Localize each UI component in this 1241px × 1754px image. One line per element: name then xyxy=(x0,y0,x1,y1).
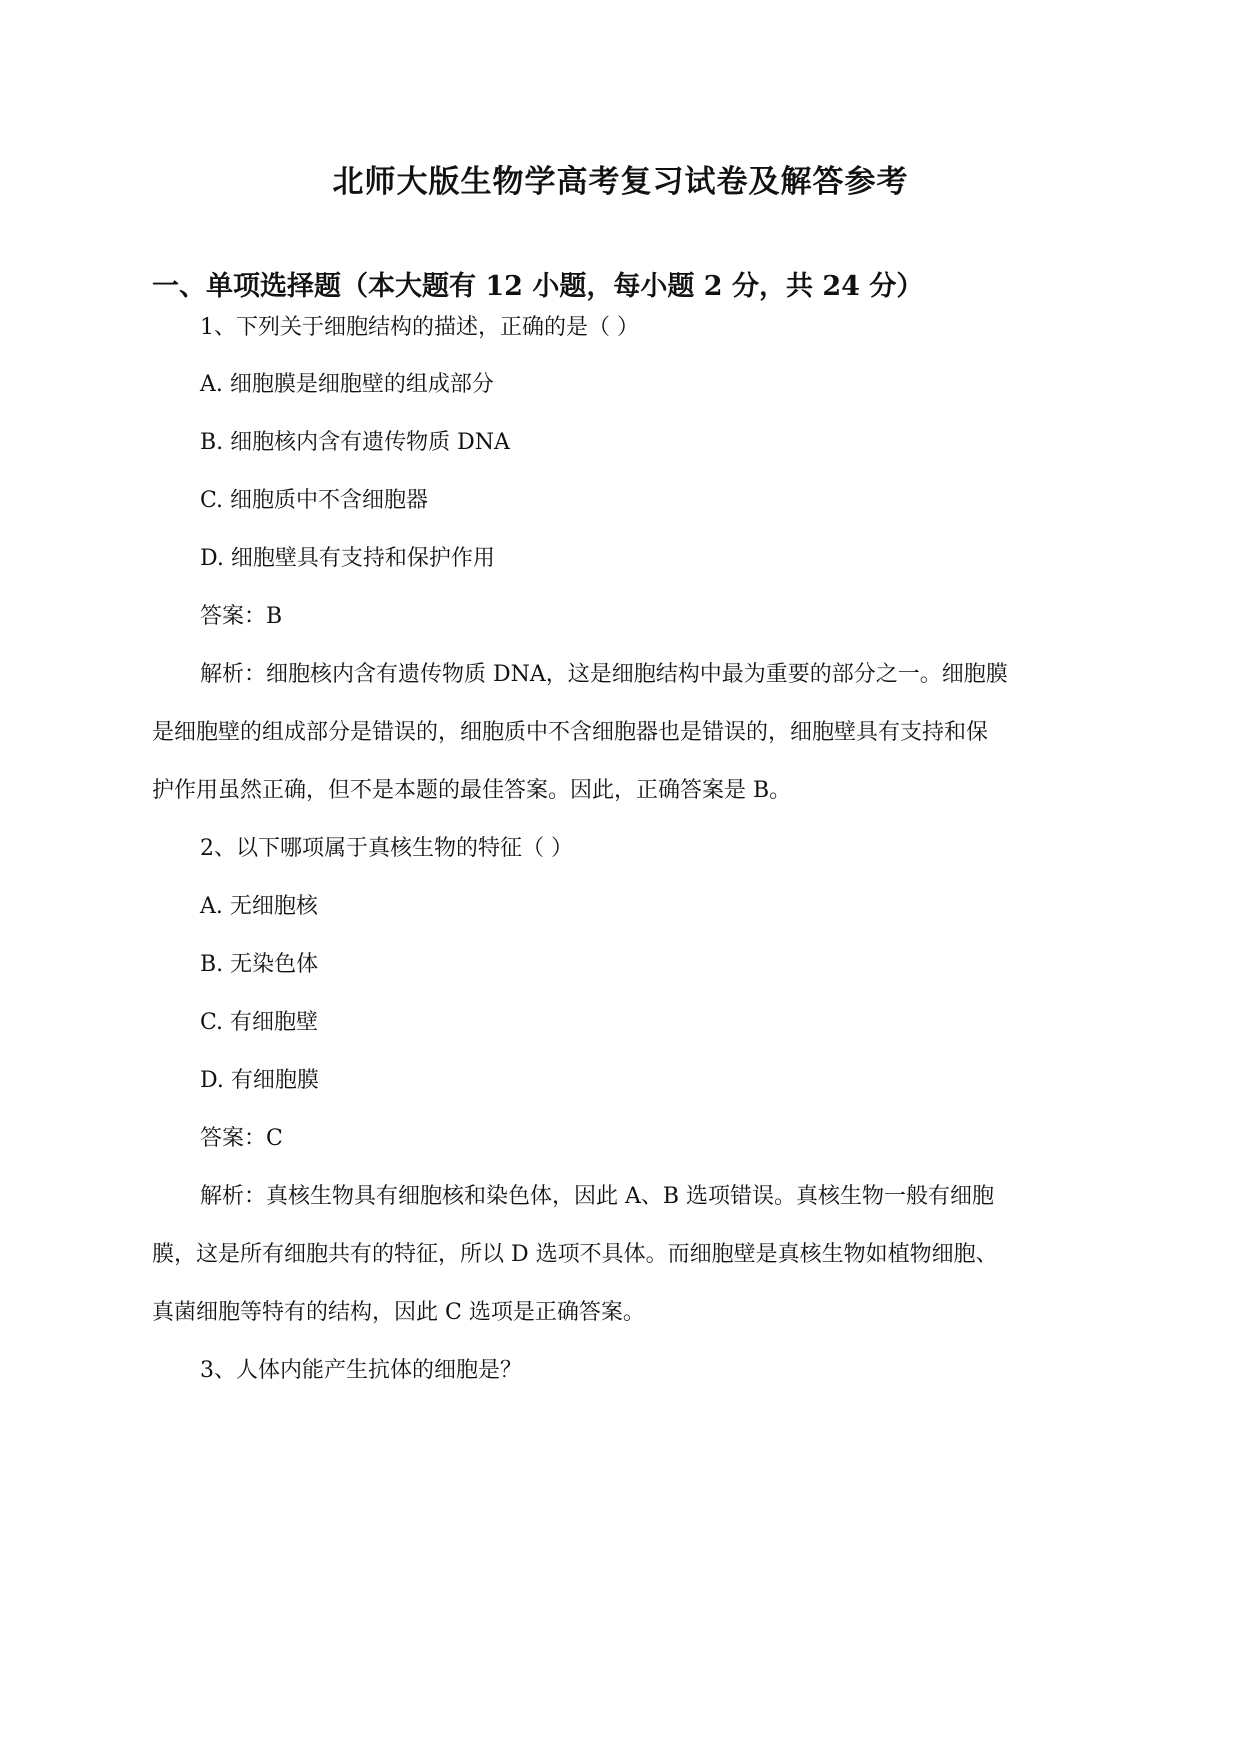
question-2-option-b: B. 无染色体 xyxy=(200,952,319,977)
question-1-option-c: C. 细胞质中不含细胞器 xyxy=(200,488,429,513)
question-2-explanation-line-3: 真菌细胞等特有的结构，因此 C 选项是正确答案。 xyxy=(152,1300,645,1325)
question-1-option-a: A. 细胞膜是细胞壁的组成部分 xyxy=(200,372,494,397)
question-2-answer: 答案：C xyxy=(200,1126,283,1151)
question-1-explanation-line-2: 是细胞壁的组成部分是错误的，细胞质中不含细胞器也是错误的，细胞壁具有支持和保 xyxy=(152,720,989,745)
question-2-option-a: A. 无细胞核 xyxy=(200,894,318,919)
question-1-explanation-line-1: 解析：细胞核内含有遗传物质 DNA，这是细胞结构中最为重要的部分之一。细胞膜 xyxy=(200,662,1008,687)
question-1-answer: 答案：B xyxy=(200,604,283,629)
document-title: 北师大版生物学高考复习试卷及解答参考 xyxy=(332,164,909,200)
question-3-stem: 3、人体内能产生抗体的细胞是？ xyxy=(200,1358,522,1383)
question-2-explanation-line-2: 膜，这是所有细胞共有的特征，所以 D 选项不具体。而细胞壁是真核生物如植物细胞、 xyxy=(152,1242,998,1267)
question-1-stem: 1、下列关于细胞结构的描述，正确的是（ ） xyxy=(200,315,639,340)
question-2-stem: 2、以下哪项属于真核生物的特征（ ） xyxy=(200,836,573,861)
question-1-explanation-line-3: 护作用虽然正确，但不是本题的最佳答案。因此，正确答案是 B。 xyxy=(152,778,792,803)
question-1-option-d: D. 细胞壁具有支持和保护作用 xyxy=(200,546,495,571)
question-2-option-c: C. 有细胞壁 xyxy=(200,1010,319,1035)
question-2-option-d: D. 有细胞膜 xyxy=(200,1068,319,1093)
question-1-option-b: B. 细胞核内含有遗传物质 DNA xyxy=(200,430,510,455)
section-heading: 一、单项选择题（本大题有 12 小题，每小题 2 分，共 24 分） xyxy=(152,271,924,302)
question-2-explanation-line-1: 解析：真核生物具有细胞核和染色体，因此 A、B 选项错误。真核生物一般有细胞 xyxy=(200,1184,995,1209)
